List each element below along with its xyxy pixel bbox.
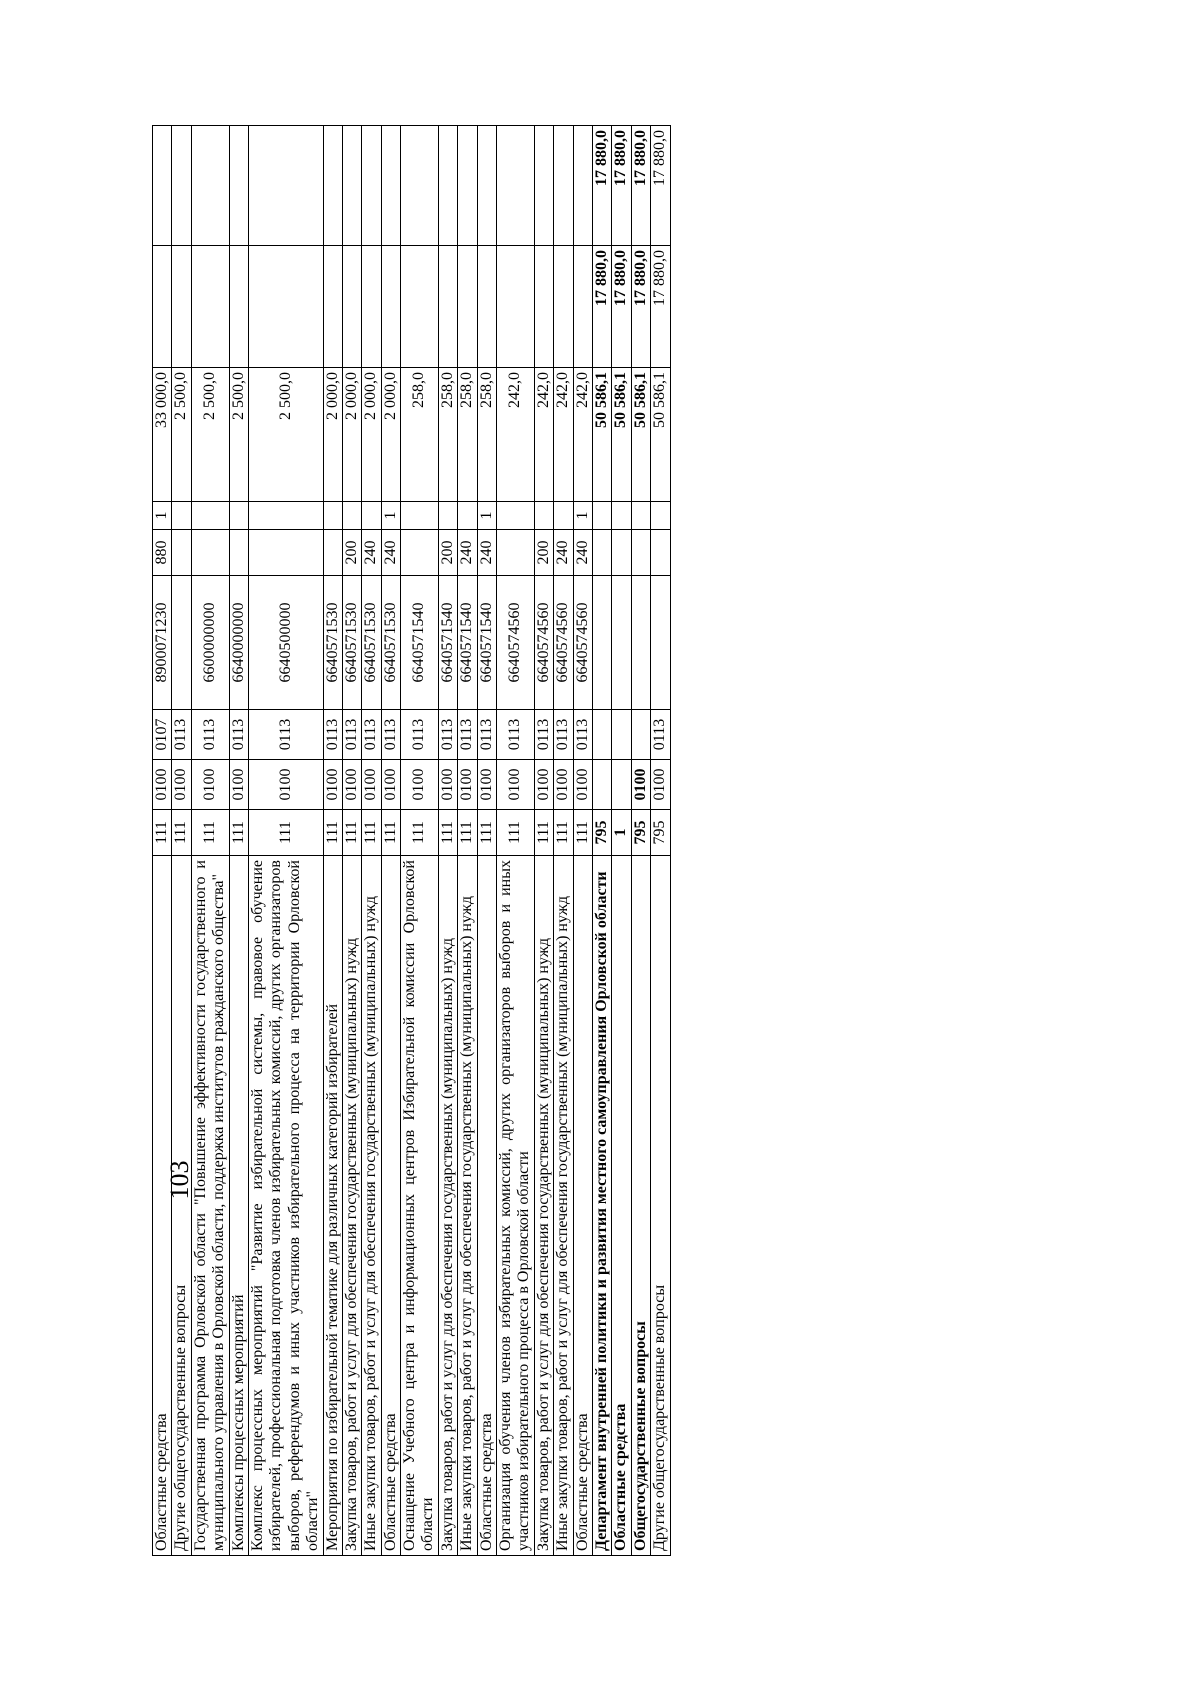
cell-code-pr (631, 710, 650, 760)
cell-code-rz: 0100 (191, 760, 229, 810)
cell-sum-2 (401, 246, 439, 368)
cell-sum-3: 17 880,0 (631, 126, 650, 246)
cell-sum-1: 2 500,0 (229, 368, 248, 502)
cell-code-pr: 0113 (458, 710, 477, 760)
cell-row-name: Иные закупки товаров, работ и услуг для обеспечения государственных (муниципальных) нужд (458, 856, 477, 1556)
cell-code-vr (229, 530, 248, 576)
cell-code-rz: 0100 (248, 760, 323, 810)
cell-code-pr: 0113 (651, 710, 670, 760)
cell-code-vr: 200 (438, 530, 457, 576)
cell-code-fs (631, 502, 650, 530)
budget-table (152, 125, 671, 1556)
cell-code-rz: 0100 (573, 760, 592, 810)
cell-code-cs (631, 576, 650, 710)
cell-sum-2 (362, 246, 381, 368)
cell-code-gr: 111 (497, 810, 535, 856)
cell-code-pr: 0113 (477, 710, 496, 760)
cell-code-gr: 111 (401, 810, 439, 856)
cell-code-cs: 6640500000 (248, 576, 323, 710)
cell-sum-2 (172, 246, 191, 368)
cell-code-vr (172, 530, 191, 576)
table-row (342, 126, 361, 1556)
cell-code-pr: 0113 (191, 710, 229, 760)
cell-sum-3 (477, 126, 496, 246)
table-row (362, 126, 381, 1556)
cell-sum-3 (248, 126, 323, 246)
cell-code-cs (172, 576, 191, 710)
cell-code-fs (191, 502, 229, 530)
cell-code-vr: 240 (554, 530, 573, 576)
cell-code-rz: 0100 (477, 760, 496, 810)
cell-code-pr: 0113 (554, 710, 573, 760)
table-row (153, 126, 172, 1556)
table-row (248, 126, 323, 1556)
cell-sum-1: 258,0 (458, 368, 477, 502)
cell-row-name: Областные средства (612, 856, 631, 1556)
cell-sum-2 (342, 246, 361, 368)
cell-row-name: Другие общегосударственные вопросы (172, 856, 191, 1556)
cell-code-gr: 795 (592, 810, 611, 856)
cell-code-fs: 1 (477, 502, 496, 530)
cell-code-gr: 111 (191, 810, 229, 856)
cell-row-name: Мероприятия по избирательной тематике для различных категорий избирателей (323, 856, 342, 1556)
cell-row-name: Иные закупки товаров, работ и услуг для обеспечения государственных (муниципальных) нужд (362, 856, 381, 1556)
cell-code-cs: 8900071230 (153, 576, 172, 710)
cell-sum-3: 17 880,0 (651, 126, 670, 246)
cell-code-rz: 0100 (323, 760, 342, 810)
cell-code-pr: 0113 (381, 710, 400, 760)
cell-code-rz: 0100 (554, 760, 573, 810)
cell-code-cs: 6640571530 (362, 576, 381, 710)
cell-row-name: Комплексы процессных мероприятий (229, 856, 248, 1556)
cell-sum-3 (534, 126, 553, 246)
cell-code-fs (497, 502, 535, 530)
cell-code-cs: 6640571530 (381, 576, 400, 710)
table-row (172, 126, 191, 1556)
cell-sum-1: 2 000,0 (362, 368, 381, 502)
cell-code-rz: 0100 (438, 760, 457, 810)
cell-row-name: Иные закупки товаров, работ и услуг для обеспечения государственных (муниципальных) нужд (554, 856, 573, 1556)
cell-code-vr (612, 530, 631, 576)
page-number: 103 (165, 1160, 194, 1200)
cell-sum-2 (191, 246, 229, 368)
cell-code-pr: 0113 (229, 710, 248, 760)
cell-code-vr (323, 530, 342, 576)
cell-sum-1: 258,0 (401, 368, 439, 502)
cell-code-gr: 111 (342, 810, 361, 856)
cell-sum-1: 50 586,1 (592, 368, 611, 502)
cell-code-cs (592, 576, 611, 710)
cell-code-pr (592, 710, 611, 760)
table-row (651, 126, 670, 1556)
cell-sum-1: 50 586,1 (631, 368, 650, 502)
cell-code-gr: 111 (248, 810, 323, 856)
table-row (497, 126, 535, 1556)
cell-code-pr: 0113 (248, 710, 323, 760)
cell-sum-3 (342, 126, 361, 246)
cell-sum-3 (458, 126, 477, 246)
cell-row-name: Закупка товаров, работ и услуг для обеспечения государственных (муниципальных) нужд (342, 856, 361, 1556)
table-body (153, 126, 671, 1556)
cell-sum-3 (401, 126, 439, 246)
cell-code-rz: 0100 (229, 760, 248, 810)
cell-code-vr: 200 (534, 530, 553, 576)
cell-sum-2 (229, 246, 248, 368)
cell-row-name: Комплекс процессных мероприятий "Развитие избирательной системы, правовое обучение избирателей, профессиональная подготовка членов избирательных комиссий, других организаторов выборов, референдумов и иных участников избирательного процесса на территории Орловской области" (248, 856, 323, 1556)
cell-code-fs (342, 502, 361, 530)
cell-code-rz (612, 760, 631, 810)
cell-sum-3: 17 880,0 (592, 126, 611, 246)
table-row (631, 126, 650, 1556)
cell-code-gr: 795 (651, 810, 670, 856)
cell-code-cs: 6640574560 (534, 576, 553, 710)
cell-sum-2: 17 880,0 (631, 246, 650, 368)
cell-sum-2 (381, 246, 400, 368)
cell-code-gr: 111 (573, 810, 592, 856)
rotated-table-container (152, 126, 1032, 1556)
cell-sum-3 (573, 126, 592, 246)
cell-code-cs: 6640571540 (477, 576, 496, 710)
cell-row-name: Закупка товаров, работ и услуг для обеспечения государственных (муниципальных) нужд (534, 856, 553, 1556)
cell-code-cs: 6640571540 (438, 576, 457, 710)
cell-row-name: Областные средства (477, 856, 496, 1556)
cell-sum-3 (497, 126, 535, 246)
cell-code-vr: 240 (477, 530, 496, 576)
cell-sum-2 (438, 246, 457, 368)
cell-sum-3: 17 880,0 (612, 126, 631, 246)
cell-code-pr: 0113 (401, 710, 439, 760)
cell-code-pr: 0113 (342, 710, 361, 760)
cell-code-cs: 6640000000 (229, 576, 248, 710)
cell-code-fs (172, 502, 191, 530)
cell-code-vr (651, 530, 670, 576)
cell-code-pr: 0113 (323, 710, 342, 760)
cell-sum-1: 258,0 (477, 368, 496, 502)
cell-sum-1: 258,0 (438, 368, 457, 502)
cell-sum-2 (153, 246, 172, 368)
cell-code-fs (229, 502, 248, 530)
cell-code-gr: 795 (631, 810, 650, 856)
cell-sum-1: 242,0 (534, 368, 553, 502)
cell-row-name: Общегосударственные вопросы (631, 856, 650, 1556)
cell-code-vr: 240 (362, 530, 381, 576)
cell-code-rz: 0100 (153, 760, 172, 810)
cell-sum-1: 242,0 (554, 368, 573, 502)
cell-code-cs: 6600000000 (191, 576, 229, 710)
cell-code-cs (612, 576, 631, 710)
table-row (477, 126, 496, 1556)
cell-code-fs: 1 (381, 502, 400, 530)
cell-sum-2 (573, 246, 592, 368)
cell-code-gr: 111 (438, 810, 457, 856)
cell-code-rz (592, 760, 611, 810)
cell-sum-2: 17 880,0 (612, 246, 631, 368)
cell-code-rz: 0100 (631, 760, 650, 810)
cell-sum-3 (229, 126, 248, 246)
cell-sum-2 (248, 246, 323, 368)
cell-sum-2 (323, 246, 342, 368)
cell-code-rz: 0100 (381, 760, 400, 810)
cell-code-vr (497, 530, 535, 576)
table-row (612, 126, 631, 1556)
cell-sum-1: 33 000,0 (153, 368, 172, 502)
cell-sum-2 (497, 246, 535, 368)
cell-code-fs (362, 502, 381, 530)
cell-code-gr: 111 (534, 810, 553, 856)
cell-code-fs: 1 (573, 502, 592, 530)
cell-code-fs (323, 502, 342, 530)
cell-code-gr: 111 (458, 810, 477, 856)
cell-code-fs (592, 502, 611, 530)
cell-code-cs (651, 576, 670, 710)
cell-code-gr: 111 (323, 810, 342, 856)
cell-code-gr: 111 (554, 810, 573, 856)
cell-code-cs: 6640574560 (573, 576, 592, 710)
cell-code-cs: 6640574560 (497, 576, 535, 710)
cell-code-fs (651, 502, 670, 530)
cell-code-fs (248, 502, 323, 530)
cell-sum-3 (438, 126, 457, 246)
cell-sum-1: 50 586,1 (651, 368, 670, 502)
table-row (534, 126, 553, 1556)
cell-code-rz: 0100 (172, 760, 191, 810)
cell-code-fs (401, 502, 439, 530)
cell-code-rz: 0100 (497, 760, 535, 810)
cell-sum-1: 2 500,0 (248, 368, 323, 502)
cell-code-pr: 0113 (534, 710, 553, 760)
cell-code-rz: 0100 (401, 760, 439, 810)
cell-code-vr (592, 530, 611, 576)
cell-code-fs (554, 502, 573, 530)
cell-code-pr (612, 710, 631, 760)
cell-row-name: Областные средства (381, 856, 400, 1556)
cell-code-gr: 111 (229, 810, 248, 856)
cell-code-pr: 0113 (362, 710, 381, 760)
cell-code-vr (248, 530, 323, 576)
cell-code-rz: 0100 (342, 760, 361, 810)
cell-sum-3 (554, 126, 573, 246)
cell-row-name: Оснащение Учебного центра и информационных центров Избирательной комиссии Орловской области (401, 856, 439, 1556)
cell-code-rz: 0100 (458, 760, 477, 810)
table-row (554, 126, 573, 1556)
cell-code-pr: 0107 (153, 710, 172, 760)
cell-code-vr: 240 (458, 530, 477, 576)
cell-row-name: Департамент внутренней политики и развития местного самоуправления Орловской области (592, 856, 611, 1556)
cell-code-vr: 240 (381, 530, 400, 576)
table-row (229, 126, 248, 1556)
cell-row-name: Областные средства (573, 856, 592, 1556)
cell-sum-2 (458, 246, 477, 368)
table-row (592, 126, 611, 1556)
cell-code-pr: 0113 (497, 710, 535, 760)
cell-row-name: Другие общегосударственные вопросы (651, 856, 670, 1556)
cell-sum-2 (554, 246, 573, 368)
cell-sum-1: 242,0 (573, 368, 592, 502)
cell-row-name: Областные средства (153, 856, 172, 1556)
cell-sum-2: 17 880,0 (651, 246, 670, 368)
cell-code-gr: 111 (153, 810, 172, 856)
cell-sum-1: 2 500,0 (191, 368, 229, 502)
table-row (573, 126, 592, 1556)
cell-code-cs: 6640571540 (458, 576, 477, 710)
table-row (458, 126, 477, 1556)
cell-sum-1: 2 000,0 (381, 368, 400, 502)
cell-sum-1: 2 500,0 (172, 368, 191, 502)
table-row (401, 126, 439, 1556)
cell-sum-1: 2 000,0 (342, 368, 361, 502)
cell-code-pr: 0113 (172, 710, 191, 760)
cell-code-vr (191, 530, 229, 576)
cell-row-name: Государственная программа Орловской области "Повышение эффективности государственного и муниципального управления в Орловской области, поддержка институтов гражданского общества" (191, 856, 229, 1556)
cell-code-fs (534, 502, 553, 530)
cell-code-vr (401, 530, 439, 576)
cell-sum-3 (362, 126, 381, 246)
cell-code-gr: 111 (172, 810, 191, 856)
cell-code-cs: 6640574560 (554, 576, 573, 710)
table-row (381, 126, 400, 1556)
cell-code-vr: 200 (342, 530, 361, 576)
cell-sum-2 (477, 246, 496, 368)
cell-sum-3 (172, 126, 191, 246)
cell-code-fs: 1 (153, 502, 172, 530)
cell-code-rz: 0100 (362, 760, 381, 810)
cell-code-rz: 0100 (651, 760, 670, 810)
cell-code-fs (438, 502, 457, 530)
cell-code-cs: 6640571530 (342, 576, 361, 710)
cell-sum-2: 17 880,0 (592, 246, 611, 368)
cell-sum-2 (534, 246, 553, 368)
cell-code-gr: 111 (362, 810, 381, 856)
table-row (323, 126, 342, 1556)
cell-sum-3 (381, 126, 400, 246)
table-row (438, 126, 457, 1556)
table-row (191, 126, 229, 1556)
cell-code-rz: 0100 (534, 760, 553, 810)
cell-sum-1: 50 586,1 (612, 368, 631, 502)
cell-code-pr: 0113 (438, 710, 457, 760)
cell-code-vr: 880 (153, 530, 172, 576)
cell-code-fs (612, 502, 631, 530)
cell-code-gr: 111 (381, 810, 400, 856)
cell-row-name: Закупка товаров, работ и услуг для обеспечения государственных (муниципальных) нужд (438, 856, 457, 1556)
cell-sum-3 (153, 126, 172, 246)
cell-code-cs: 6640571530 (323, 576, 342, 710)
cell-code-vr: 240 (573, 530, 592, 576)
cell-sum-1: 2 000,0 (323, 368, 342, 502)
cell-code-fs (458, 502, 477, 530)
cell-code-gr: 1 (612, 810, 631, 856)
cell-sum-3 (323, 126, 342, 246)
cell-code-cs: 6640571540 (401, 576, 439, 710)
cell-sum-1: 242,0 (497, 368, 535, 502)
cell-code-vr (631, 530, 650, 576)
cell-code-gr: 111 (477, 810, 496, 856)
cell-sum-3 (191, 126, 229, 246)
cell-row-name: Организация обучения членов избирательных комиссий, других организаторов выборов и иных участников избирательного процесса в Орловской области (497, 856, 535, 1556)
cell-code-pr: 0113 (573, 710, 592, 760)
